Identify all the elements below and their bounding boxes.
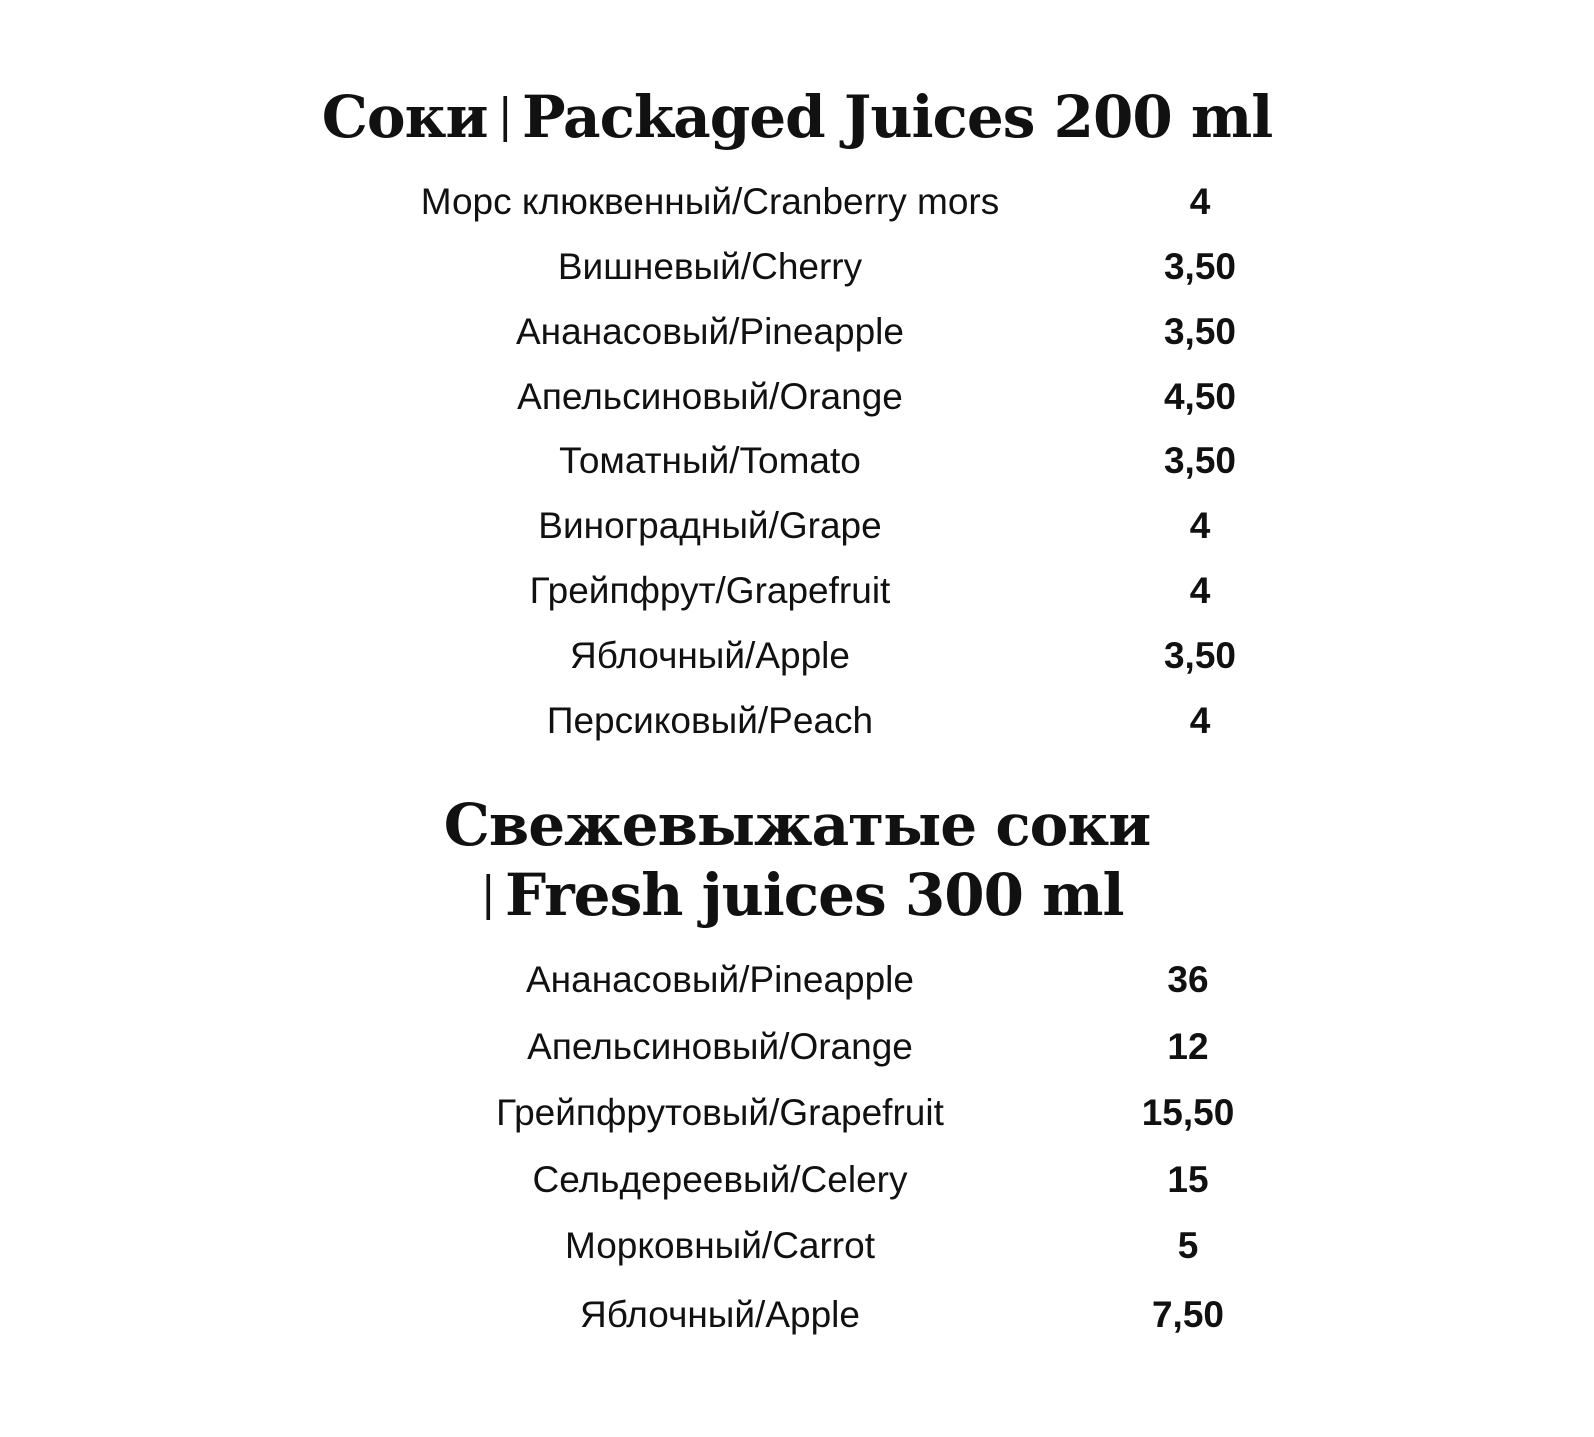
menu-item	[0, 696, 1594, 746]
item-price: 7,50	[1151, 1294, 1224, 1335]
item-price: 12	[1167, 1026, 1209, 1067]
item-name: Томатный/Tomato	[559, 440, 861, 481]
menu-item	[0, 436, 1594, 486]
item-price: 5	[1177, 1225, 1199, 1266]
item-price: 4	[1189, 570, 1211, 611]
title-separator: |	[480, 866, 495, 920]
item-price: 3,50	[1163, 246, 1236, 287]
menu-item	[0, 955, 1594, 1005]
packaged-juices-title	[0, 80, 1594, 152]
item-name: Ананасовый/Pineapple	[526, 959, 914, 1000]
menu-item	[0, 177, 1594, 227]
packaged-title-ru: Соки	[321, 83, 488, 151]
menu-item	[0, 566, 1594, 616]
item-price: 4	[1189, 700, 1211, 741]
fresh-juices-subtitle	[0, 858, 1594, 930]
item-price: 4	[1189, 505, 1211, 546]
item-name: Сельдереевый/Celery	[532, 1159, 908, 1200]
item-price: 3,50	[1163, 440, 1236, 481]
item-price: 4,50	[1163, 376, 1236, 417]
item-name: Морковный/Carrot	[564, 1225, 875, 1266]
item-price: 4	[1189, 181, 1211, 222]
item-price: 3,50	[1163, 311, 1236, 352]
fresh-title-en: Fresh juices 300 ml	[504, 861, 1124, 929]
item-price: 36	[1167, 959, 1209, 1000]
menu-item	[0, 307, 1594, 357]
fresh-juices-title	[0, 790, 1594, 860]
menu-item	[0, 1022, 1594, 1072]
item-name: Персиковый/Peach	[546, 700, 874, 741]
item-price: 15,50	[1141, 1092, 1235, 1133]
menu-item	[0, 501, 1594, 551]
item-name: Вишневый/Cherry	[557, 246, 863, 287]
item-name: Виноградный/Grape	[538, 505, 882, 546]
item-name: Апельсиновый/Orange	[517, 376, 903, 417]
fresh-title-ru: Свежевыжатые соки	[443, 791, 1151, 859]
item-price: 3,50	[1163, 635, 1236, 676]
packaged-title-en: Packaged Juices 200 ml	[521, 83, 1273, 151]
item-price: 15	[1167, 1159, 1209, 1200]
menu-item	[0, 1221, 1594, 1271]
item-name: Ананасовый/Pineapple	[516, 311, 904, 352]
menu-item	[0, 242, 1594, 292]
item-name: Грейпфрут/Grapefruit	[529, 570, 891, 611]
item-name: Морс клюквенный/Cranberry mors	[420, 181, 1000, 222]
menu-item	[0, 1290, 1594, 1340]
item-name: Грейпфрутовый/Grapefruit	[496, 1092, 944, 1133]
menu-item	[0, 631, 1594, 681]
item-name: Яблочный/Apple	[570, 635, 850, 676]
title-separator: |	[497, 88, 512, 142]
menu-item	[0, 1155, 1594, 1205]
menu-item	[0, 1088, 1594, 1138]
item-name: Яблочный/Apple	[580, 1294, 860, 1335]
item-name: Апельсиновый/Orange	[527, 1026, 913, 1067]
menu-item	[0, 372, 1594, 422]
